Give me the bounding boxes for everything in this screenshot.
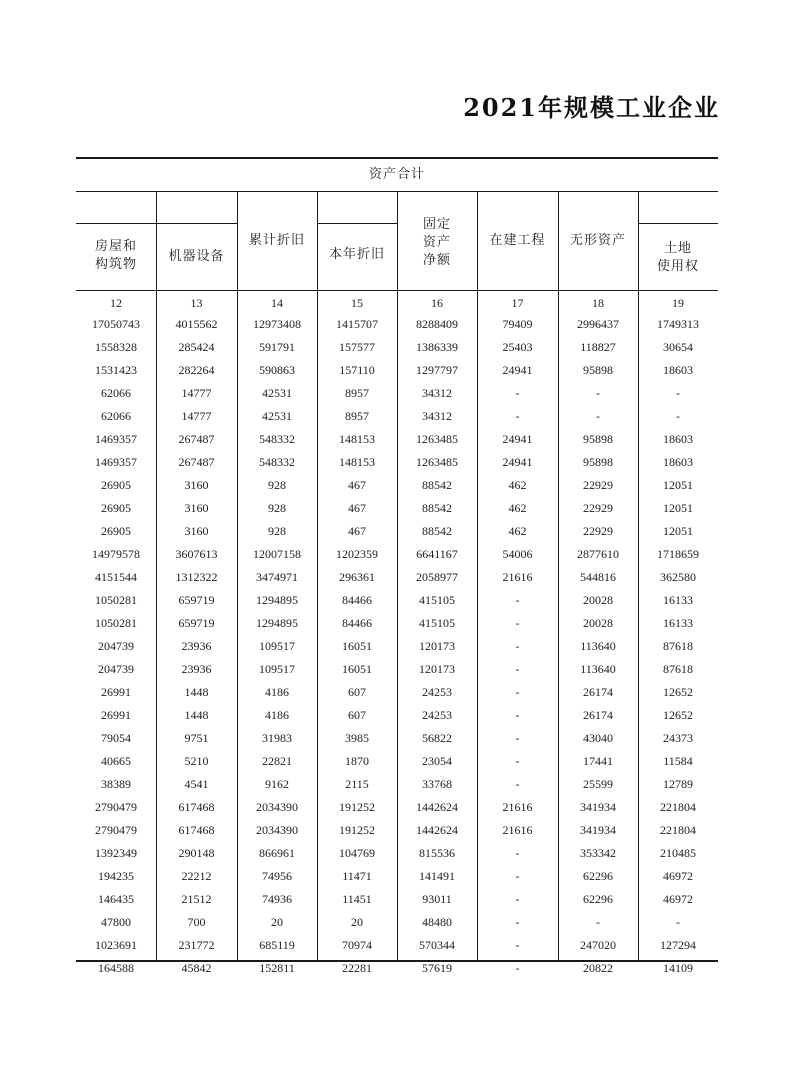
table-cell: 267487 bbox=[178, 432, 215, 446]
column-number-12: 12 bbox=[110, 296, 122, 310]
table-cell: - bbox=[676, 409, 680, 423]
table-cell: 24941 bbox=[502, 455, 533, 469]
table-cell: - bbox=[515, 961, 520, 975]
table-cell: 40665 bbox=[101, 754, 131, 768]
table-cell: 47800 bbox=[101, 915, 131, 929]
table-cell: 16133 bbox=[663, 616, 693, 630]
column-header-19: 土地 使用权 bbox=[656, 241, 699, 274]
table-cell: 285424 bbox=[178, 340, 215, 354]
table-cell: 17050743 bbox=[92, 317, 140, 331]
table-cell: 296361 bbox=[339, 570, 375, 584]
table-cell: 617468 bbox=[178, 823, 215, 837]
table-cell: 570344 bbox=[419, 938, 455, 952]
table-cell: - bbox=[515, 915, 520, 929]
table-cell: 247020 bbox=[580, 938, 616, 952]
table-cell: 148153 bbox=[339, 455, 375, 469]
table-cell: 34312 bbox=[422, 409, 452, 423]
table-cell: 26174 bbox=[583, 685, 613, 699]
table-cell: 157110 bbox=[339, 363, 375, 377]
table-cell: 341934 bbox=[580, 800, 616, 814]
table-cell: 120173 bbox=[419, 662, 455, 676]
table-cell: 45842 bbox=[181, 961, 212, 975]
column-number-19: 19 bbox=[672, 296, 684, 310]
table-cell: 1263485 bbox=[416, 455, 458, 469]
table-cell: 74936 bbox=[262, 892, 292, 906]
table-cell: 2058977 bbox=[416, 570, 458, 584]
table-cell: 21616 bbox=[502, 800, 533, 814]
table-cell: 1050281 bbox=[95, 593, 137, 607]
table-cell: 1294895 bbox=[256, 593, 298, 607]
table-cell: 462 bbox=[508, 501, 527, 515]
table-cell: 26991 bbox=[101, 708, 131, 722]
table-cell: - bbox=[515, 685, 520, 699]
table-cell: 12973408 bbox=[253, 317, 301, 331]
table-cell: 16051 bbox=[342, 662, 372, 676]
table-cell: 282264 bbox=[178, 363, 215, 377]
table-cell: 5210 bbox=[184, 754, 209, 768]
table-cell: 62296 bbox=[583, 869, 613, 883]
table-cell: 1415707 bbox=[336, 317, 378, 331]
table-cell: 548332 bbox=[259, 432, 295, 446]
table-cell: 1448 bbox=[184, 708, 209, 722]
table-cell: 1531423 bbox=[95, 363, 137, 377]
table-cell: 6641167 bbox=[416, 547, 458, 561]
table-cell: - bbox=[676, 386, 680, 400]
table-cell: - bbox=[515, 409, 520, 423]
table-cell: 113640 bbox=[580, 639, 616, 653]
table-cell: 20028 bbox=[583, 616, 613, 630]
column-header-17: 在建工程 bbox=[489, 233, 546, 248]
table-cell: 1442624 bbox=[416, 800, 458, 814]
table-cell: 9751 bbox=[184, 731, 209, 745]
table-cell: 194235 bbox=[98, 869, 134, 883]
table-cell: 1392349 bbox=[95, 846, 137, 860]
table-cell: - bbox=[515, 708, 520, 722]
table-cell: 22212 bbox=[181, 869, 212, 883]
table-cell: 79054 bbox=[101, 731, 131, 745]
table-cell: 590863 bbox=[259, 363, 295, 377]
table-cell: 88542 bbox=[422, 524, 452, 538]
table-cell: - bbox=[515, 938, 520, 952]
table-cell: 46972 bbox=[663, 869, 693, 883]
table-cell: 617468 bbox=[178, 800, 215, 814]
table-cell: 88542 bbox=[422, 478, 452, 492]
table-cell: 591791 bbox=[259, 340, 295, 354]
table-cell: 866961 bbox=[259, 846, 295, 860]
table-cell: 54006 bbox=[502, 547, 533, 561]
table-cell: 659719 bbox=[178, 593, 215, 607]
table-cell: 4186 bbox=[265, 685, 289, 699]
table-cell: 204739 bbox=[98, 662, 134, 676]
table-cell: 11584 bbox=[663, 754, 693, 768]
group-header: 资产合计 bbox=[368, 167, 425, 182]
table-cell: 113640 bbox=[580, 662, 616, 676]
table-cell: 191252 bbox=[339, 800, 375, 814]
table-cell: - bbox=[515, 869, 520, 883]
table-cell: 95898 bbox=[583, 432, 613, 446]
table-cell: 127294 bbox=[660, 938, 696, 952]
table-cell: 38389 bbox=[101, 777, 131, 791]
table-cell: 415105 bbox=[419, 593, 455, 607]
table-cell: 1469357 bbox=[95, 432, 137, 446]
table-cell: 141491 bbox=[419, 869, 455, 883]
column-number-14: 14 bbox=[271, 296, 283, 310]
table-cell: 57619 bbox=[422, 961, 452, 975]
table-cell: 23936 bbox=[181, 639, 212, 653]
table-cell: - bbox=[515, 754, 520, 768]
table-cell: 1023691 bbox=[95, 938, 137, 952]
table-cell: 3160 bbox=[184, 501, 209, 515]
table-cell: 26174 bbox=[583, 708, 613, 722]
table-cell: 204739 bbox=[98, 639, 134, 653]
table-cell: 607 bbox=[348, 685, 366, 699]
table-cell: 4151544 bbox=[95, 570, 137, 584]
table-cell: 3160 bbox=[184, 478, 209, 492]
table-cell: 22821 bbox=[262, 754, 292, 768]
table-cell: 25403 bbox=[502, 340, 533, 354]
table-cell: 2115 bbox=[345, 777, 369, 791]
table-cell: 3474971 bbox=[256, 570, 298, 584]
table-cell: 11471 bbox=[342, 869, 372, 883]
subheader-rule-mask-0 bbox=[238, 222, 317, 225]
table-cell: 353342 bbox=[580, 846, 616, 860]
column-header-16: 固定 资产 净额 bbox=[422, 217, 451, 268]
table-cell: - bbox=[515, 731, 520, 745]
table-cell: 22929 bbox=[583, 524, 613, 538]
table-cell: 1297797 bbox=[416, 363, 458, 377]
table-cell: 42531 bbox=[262, 409, 292, 423]
table-cell: 118827 bbox=[580, 340, 616, 354]
table-cell: 87618 bbox=[663, 639, 693, 653]
table-cell: 70974 bbox=[342, 938, 372, 952]
table-cell: 9162 bbox=[265, 777, 289, 791]
table-cell: 62066 bbox=[101, 409, 131, 423]
table-cell: 4186 bbox=[265, 708, 289, 722]
table-cell: 34312 bbox=[422, 386, 452, 400]
table-cell: 191252 bbox=[339, 823, 375, 837]
table-cell: 1263485 bbox=[416, 432, 458, 446]
table-cell: 210485 bbox=[660, 846, 696, 860]
table-cell: - bbox=[515, 639, 520, 653]
table-cell: 20 bbox=[351, 915, 363, 929]
table-cell: 290148 bbox=[178, 846, 215, 860]
table-cell: 104769 bbox=[339, 846, 375, 860]
table-cell: 1558328 bbox=[95, 340, 137, 354]
column-number-18: 18 bbox=[592, 296, 604, 310]
table-cell: 95898 bbox=[583, 363, 613, 377]
table-cell: 20 bbox=[271, 915, 283, 929]
table-cell: 341934 bbox=[580, 823, 616, 837]
table-cell: 14777 bbox=[181, 409, 212, 423]
table-cell: 685119 bbox=[259, 938, 295, 952]
table-cell: 12652 bbox=[663, 708, 693, 722]
table-cell: 24253 bbox=[422, 685, 452, 699]
table-cell: - bbox=[596, 409, 600, 423]
table-cell: 8288409 bbox=[416, 317, 458, 331]
table-cell: 88542 bbox=[422, 501, 452, 515]
table-cell: 146435 bbox=[98, 892, 134, 906]
table-cell: 62296 bbox=[583, 892, 613, 906]
table-cell: 18603 bbox=[663, 455, 693, 469]
table-cell: 2790479 bbox=[95, 800, 137, 814]
table-cell: 462 bbox=[508, 524, 527, 538]
column-header-18: 无形资产 bbox=[569, 233, 626, 248]
table-cell: 20822 bbox=[583, 961, 613, 975]
table-cell: 8957 bbox=[345, 386, 369, 400]
table-cell: 362580 bbox=[660, 570, 696, 584]
table-cell: 221804 bbox=[660, 823, 696, 837]
table-cell: 23936 bbox=[181, 662, 212, 676]
table-cell: - bbox=[515, 777, 520, 791]
table-cell: 2034390 bbox=[256, 800, 298, 814]
table-cell: 79409 bbox=[502, 317, 533, 331]
column-number-17: 17 bbox=[511, 296, 524, 310]
table-cell: 14777 bbox=[181, 386, 212, 400]
table-cell: 231772 bbox=[178, 938, 215, 952]
column-number-13: 13 bbox=[190, 296, 203, 310]
table-cell: 87618 bbox=[663, 662, 693, 676]
table-cell: 21616 bbox=[502, 570, 533, 584]
table-cell: 928 bbox=[268, 478, 286, 492]
table-cell: 152811 bbox=[259, 961, 295, 975]
table-cell: 20028 bbox=[583, 593, 613, 607]
table-cell: 1718659 bbox=[657, 547, 699, 561]
table-cell: 18603 bbox=[663, 432, 693, 446]
table-top-rule bbox=[76, 157, 718, 159]
table-cell: - bbox=[515, 892, 520, 906]
column-header-13: 机器设备 bbox=[168, 249, 225, 264]
table-cell: 93011 bbox=[422, 892, 452, 906]
table-cell: 12652 bbox=[663, 685, 693, 699]
table-cell: 17441 bbox=[583, 754, 613, 768]
table-cell: 164588 bbox=[98, 961, 134, 975]
table-cell: 22929 bbox=[583, 478, 613, 492]
table-cell: 1312322 bbox=[175, 570, 218, 584]
table-cell: 23054 bbox=[422, 754, 452, 768]
table-cell: 22281 bbox=[342, 961, 372, 975]
table-cell: 1448 bbox=[184, 685, 209, 699]
table-cell: 1749313 bbox=[657, 317, 699, 331]
column-number-16: 16 bbox=[431, 296, 443, 310]
table-cell: 467 bbox=[348, 524, 366, 538]
table-cell: 1202359 bbox=[336, 547, 378, 561]
table-cell: 148153 bbox=[339, 432, 375, 446]
table-cell: 24253 bbox=[422, 708, 452, 722]
table-cell: 1386339 bbox=[416, 340, 458, 354]
column-number-15: 15 bbox=[351, 296, 363, 310]
table-cell: 2877610 bbox=[577, 547, 619, 561]
table-cell: 607 bbox=[348, 708, 366, 722]
table-cell: 21616 bbox=[502, 823, 533, 837]
page-title: 2021年规模工业企业 bbox=[463, 93, 720, 122]
table-cell: 56822 bbox=[422, 731, 452, 745]
table-cell: 31983 bbox=[262, 731, 292, 745]
table-cell: 1442624 bbox=[416, 823, 458, 837]
table-cell: 221804 bbox=[660, 800, 696, 814]
table-cell: 43040 bbox=[583, 731, 613, 745]
table-cell: 700 bbox=[187, 915, 206, 929]
table-cell: 157577 bbox=[339, 340, 375, 354]
table-cell: 815536 bbox=[419, 846, 455, 860]
table-cell: 4015562 bbox=[175, 317, 218, 331]
table-cell: 95898 bbox=[583, 455, 613, 469]
table-cell: 1050281 bbox=[95, 616, 137, 630]
table-cell: 928 bbox=[268, 524, 286, 538]
table-cell: 18603 bbox=[663, 363, 693, 377]
table-cell: 8957 bbox=[345, 409, 369, 423]
table-cell: 415105 bbox=[419, 616, 455, 630]
table-cell: 109517 bbox=[259, 662, 295, 676]
table-cell: 14979578 bbox=[92, 547, 140, 561]
table-cell: 544816 bbox=[580, 570, 616, 584]
table-cell: 16051 bbox=[342, 639, 372, 653]
table-cell: 26991 bbox=[101, 685, 131, 699]
table-cell: 11451 bbox=[342, 892, 372, 906]
table-cell: 2034390 bbox=[256, 823, 298, 837]
table-cell: 1469357 bbox=[95, 455, 137, 469]
table-cell: - bbox=[515, 662, 520, 676]
column-header-14: 累计折旧 bbox=[248, 233, 305, 248]
table-cell: 4541 bbox=[184, 777, 209, 791]
table-cell: 12051 bbox=[663, 501, 693, 515]
table-cell: 467 bbox=[348, 501, 366, 515]
table-cell: 2790479 bbox=[95, 823, 137, 837]
table-cell: 21512 bbox=[181, 892, 212, 906]
table-cell: 462 bbox=[508, 478, 527, 492]
table-cell: 3607613 bbox=[175, 547, 218, 561]
table-cell: 84466 bbox=[342, 593, 372, 607]
table-cell: 12051 bbox=[663, 524, 693, 538]
table-cell: 120173 bbox=[419, 639, 455, 653]
table-cell: 74956 bbox=[262, 869, 292, 883]
table-cell: 84466 bbox=[342, 616, 372, 630]
table-cell: - bbox=[515, 593, 520, 607]
table-cell: 2996437 bbox=[577, 317, 619, 331]
table-cell: 62066 bbox=[101, 386, 131, 400]
table-cell: 659719 bbox=[178, 616, 215, 630]
table-cell: - bbox=[596, 915, 600, 929]
table-cell: 109517 bbox=[259, 639, 295, 653]
table-cell: 928 bbox=[268, 501, 286, 515]
table-cell: 1870 bbox=[345, 754, 369, 768]
column-header-12: 房屋和 构筑物 bbox=[94, 239, 137, 272]
table-cell: 3160 bbox=[184, 524, 209, 538]
table-cell: 1294895 bbox=[256, 616, 298, 630]
table-cell: 12007158 bbox=[253, 547, 301, 561]
table-cell: 33768 bbox=[422, 777, 452, 791]
table-cell: 26905 bbox=[101, 478, 131, 492]
table-cell: 467 bbox=[348, 478, 366, 492]
table-cell: - bbox=[676, 915, 680, 929]
table-cell: 267487 bbox=[178, 455, 215, 469]
table-cell: 12051 bbox=[663, 478, 693, 492]
table-cell: 46972 bbox=[663, 892, 693, 906]
table-cell: 548332 bbox=[259, 455, 295, 469]
table-cell: - bbox=[515, 616, 520, 630]
table-cell: 22929 bbox=[583, 501, 613, 515]
table-cell: 26905 bbox=[101, 501, 131, 515]
table-cell: - bbox=[596, 386, 600, 400]
table-cell: - bbox=[515, 846, 520, 860]
table-cell: 16133 bbox=[663, 593, 693, 607]
table-cell: 24373 bbox=[663, 731, 693, 745]
column-header-15: 本年折旧 bbox=[328, 247, 385, 262]
table-cell: 12789 bbox=[663, 777, 693, 791]
table-cell: 30654 bbox=[663, 340, 693, 354]
table-cell: 26905 bbox=[101, 524, 131, 538]
table-cell: 14109 bbox=[663, 961, 693, 975]
table-cell: 24941 bbox=[502, 363, 533, 377]
table-cell: 3985 bbox=[345, 731, 369, 745]
table-cell: - bbox=[515, 386, 520, 400]
table-cell: 42531 bbox=[262, 386, 292, 400]
table-cell: 24941 bbox=[502, 432, 533, 446]
table-cell: 25599 bbox=[583, 777, 613, 791]
table-cell: 48480 bbox=[422, 915, 452, 929]
